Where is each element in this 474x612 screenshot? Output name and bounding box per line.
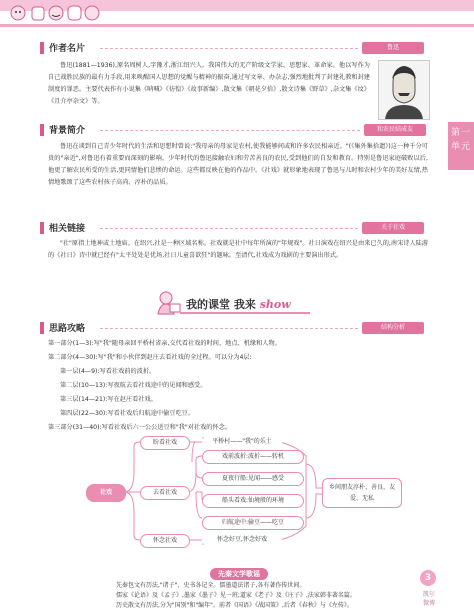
mindmap-branch-before: 盼看社戏	[140, 436, 190, 450]
footer-line: 先秦包文有历法,"诸子"、史书各记全。儒墨道法诸子,各有著作传世间。	[116, 582, 306, 589]
brand-line-2: 微博	[422, 600, 435, 607]
structure-line: 第三部分(31—40):写看社戏后六一公公送豆和"我"对社戏的怀念。	[48, 424, 232, 431]
mindmap-root: 社戏	[86, 484, 126, 502]
author-portrait-icon	[378, 60, 430, 120]
author-paragraph: 鲁迅(1881—1936),原名周树人,字豫才,浙江绍兴人。我国伟大的无产阶级文学家、思想家、革命家。他以写作为自己战胜民族的最有力手段,用来唤醒国人思想的觉醒与精神的振奋,通过写文章、办杂志,强烈地批判了封建礼教和封建制度的罪恶。主要代表作有小说集《呐喊》《彷徨》《故事新编》,散文集《朝花夕拾》,散文诗集《野草》,杂文集《坟》《且介亭杂文》等。	[48, 62, 370, 105]
structure-line: 第一层(4—9):写看社戏前的波折。	[60, 368, 156, 375]
brand-label	[416, 590, 442, 608]
banner-text-1: 我的课堂	[186, 298, 230, 311]
structure-line: 第二层(10—13):写夜航去看社戏途中的见闻和感受。	[60, 382, 207, 389]
top-rule	[0, 24, 474, 27]
mindmap-item: 戏前波折:波折——转机	[202, 450, 304, 464]
section-title: 相关链接	[49, 224, 86, 234]
footer-line: 历史散文有历法,分为"国别"和"编年"。前者《国语》《战国策》,后者《春秋》与《左传》。	[116, 602, 353, 609]
top-decoration	[0, 0, 474, 26]
footer-title: 先秦文学歌谣	[210, 568, 268, 580]
section-background-header	[40, 122, 426, 138]
section-tag: 结构分析	[362, 322, 424, 334]
background-paragraph: 鲁迅在谈到自己青少年时代的生活和思想时曾说:"我母亲的母家是农村,使我能够间或和许多农民相亲近。"(《集外集拾遗》)这一种千分可贵的"亲近",对鲁迅有着重要而深刻的影响。少年时代的鲁迅接触农妇和劳苦善良的农民,受到他们的自发和教育。特别是鲁迅家庭破败以后,他更了解农民所受的生活,更同情他们悲惨的命运。这些都反映在他的作品中。《社戏》就形象地表现了鲁迅与儿时和农村少年的美好友情,热情地歌颂了这些农村孩子高尚、淳朴的品质。	[48, 143, 428, 186]
section-tag: 关于社戏	[362, 222, 424, 234]
footer-line: 儒家《论语》及《孟子》,墨家《墨子》见一班;道家《老子》及《庄子》,法家韩非著名篇。	[116, 592, 356, 599]
page-number: 3	[420, 570, 436, 586]
mindmap-item: 归航途中:偷豆——吃豆	[202, 516, 304, 530]
banner-text-show: show	[259, 298, 291, 311]
structure-line: 第一部分(1—3):写"我"随母亲回平桥村省亲,交代看社戏的时间、地点、机缘和人物。	[48, 340, 281, 347]
section-tag: 鲁迅	[362, 42, 424, 54]
mindmap-detail: 平桥村——"我"的乐土	[202, 436, 282, 448]
banner-text-2: 我来	[233, 298, 256, 311]
classroom-banner	[150, 290, 330, 316]
structure-line: 第三层(14—21):写在赵庄看社戏。	[60, 396, 157, 403]
cartoon-doodles-icon	[8, 2, 103, 24]
mindmap-item: 夏夜行船:见闻——感受	[202, 472, 304, 486]
section-structure-header	[40, 320, 424, 336]
mindmap-branch-after: 怀念社戏	[140, 534, 190, 548]
mindmap-summary: 乡间朋友淳朴、善良、友爱、无私	[322, 478, 402, 508]
structure-line: 第四层(22—30):写看社戏后归航途中偷豆吃豆。	[60, 410, 195, 417]
footer-rhyme	[0, 566, 474, 612]
reading-child-icon	[154, 290, 182, 316]
unit-tab: 第一单元	[448, 122, 474, 170]
section-title: 背景简介	[49, 126, 86, 136]
brand-line-1: 凯尔	[422, 591, 435, 598]
structure-line: 第二部分(4—30):写"我"和小伙伴到赵庄去看社戏的全过程。可以分为4层:	[48, 354, 252, 361]
mindmap-item: 船头看戏:仙境般的环境	[202, 494, 304, 508]
mindmap-detail: 怀念好豆,怀念好戏	[202, 534, 282, 546]
section-tag: 和农民结成友	[364, 124, 426, 136]
structure-list	[48, 338, 428, 436]
section-title: 作者名片	[49, 44, 86, 54]
section-links-header	[40, 220, 424, 236]
mind-map	[84, 432, 404, 554]
section-title: 思路攻略	[49, 324, 86, 334]
links-paragraph: "社"原指土地神或土地庙。在绍兴,社是一种区域名称。社戏就是社中每年所演的"年规戏"。社日演戏在绍兴是由来已久的,南宋诗人陆游的《社日》诗中就已经有"太平处处是优场,社日儿童喜欲狂"的题咏。至清代,社戏成为戏剧的主要演出形式。	[48, 240, 429, 259]
mindmap-branch-going: 去看社戏	[140, 486, 190, 500]
section-author-header	[40, 40, 424, 56]
